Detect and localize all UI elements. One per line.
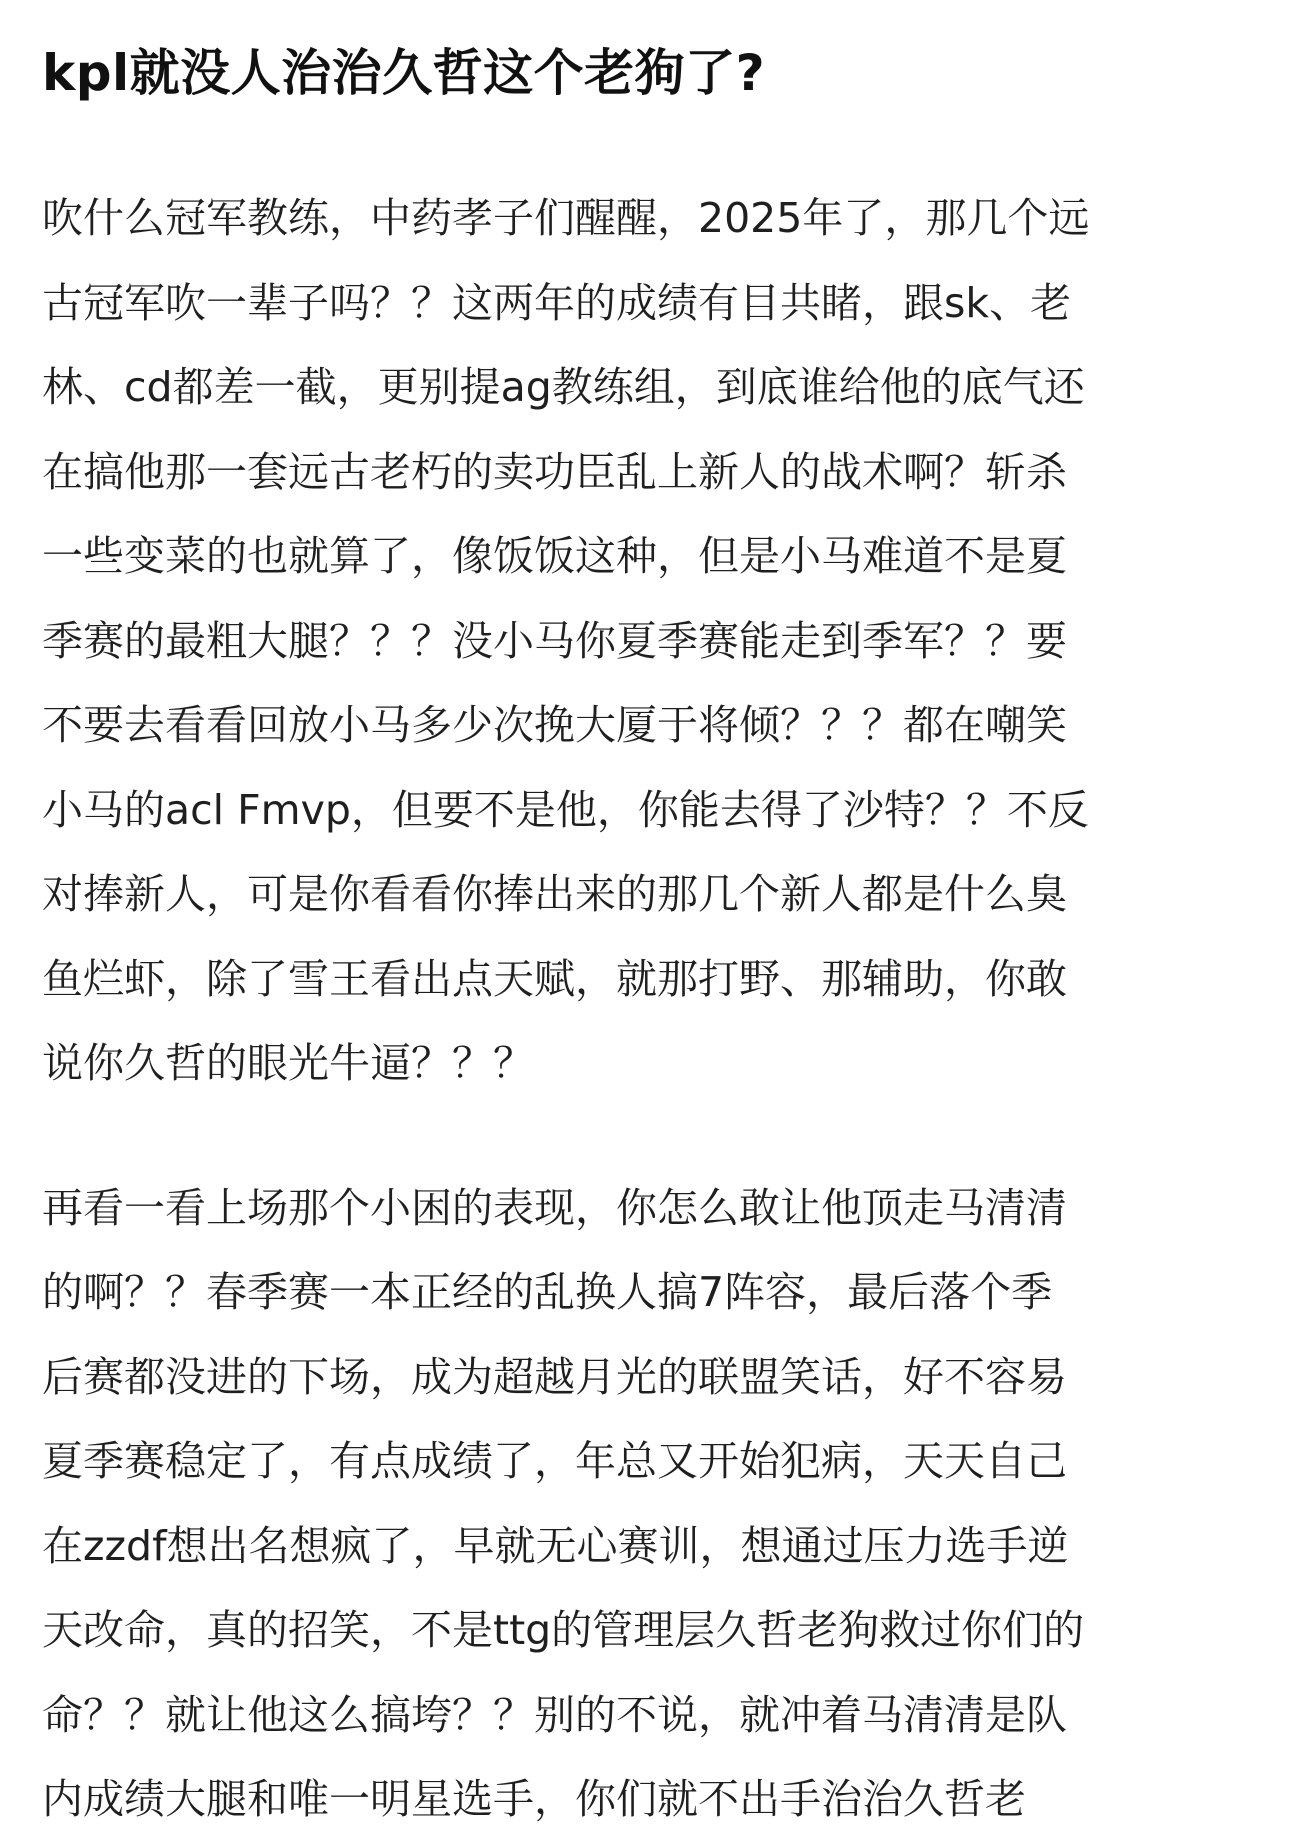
post-line: 夏季赛稳定了，有点成绩了，年总又开始犯病，天天自己 [42, 1437, 1067, 1485]
post-line: 天改命，真的招笑，不是ttg的管理层久哲老狗救过你们的 [42, 1606, 1085, 1654]
post-line: 在搞他那一套远古老朽的卖功臣乱上新人的战术啊？斩杀 [42, 447, 1067, 496]
post-line: 不要去看看回放小马多少次挽大厦于将倾？？？都在嘲笑 [42, 701, 1067, 749]
post-title: kpl就没人治治久哲这个老狗了? [42, 44, 766, 102]
post-line: 对捧新人，可是你看看你捧出来的那几个新人都是什么臭 [42, 870, 1067, 918]
post-line: 一些变菜的也就算了，像饭饭这种，但是小马难道不是夏 [42, 532, 1067, 580]
post-line: 说你久哲的眼光牛逼？？？ [42, 1039, 534, 1087]
post-line: 后赛都没进的下场，成为超越月光的联盟笑话，好不容易 [42, 1352, 1067, 1401]
post-line: 的啊？？春季赛一本正经的乱换人搞7阵容，最后落个季 [42, 1268, 1053, 1316]
post-line: 命？？就让他这么搞垮？？别的不说，就冲着马清清是队 [42, 1690, 1067, 1739]
post-line: 内成绩大腿和唯一明星选手，你们就不出手治治久哲老 [42, 1775, 1026, 1823]
post-paragraph-1 [42, 176, 1262, 1106]
post-line: 再看一看上场那个小困的表现，你怎么敢让他顶走马清清 [42, 1183, 1067, 1232]
post-line: 林、cd都差一截，更别提ag教练组，到底谁给他的底气还 [42, 363, 1085, 411]
post-line: 季赛的最粗大腿？？？没小马你夏季赛能走到季军？？要 [42, 616, 1067, 665]
post-line: 鱼烂虾，除了雪王看出点天赋，就那打野、那辅助，你敢 [42, 954, 1067, 1003]
post-line: 在zzdf想出名想疯了，早就无心赛训，想通过压力选手逆 [42, 1521, 1069, 1570]
post-line: 吹什么冠军教练，中药孝子们醒醒，2025年了，那几个远 [42, 194, 1090, 242]
post-line: 小马的acl Fmvp，但要不是他，你能去得了沙特？？不反 [42, 785, 1089, 834]
post-line: 古冠军吹一辈子吗？？这两年的成绩有目共睹，跟sk、老 [42, 278, 1072, 327]
post-paragraph-2 [42, 1166, 1262, 1842]
